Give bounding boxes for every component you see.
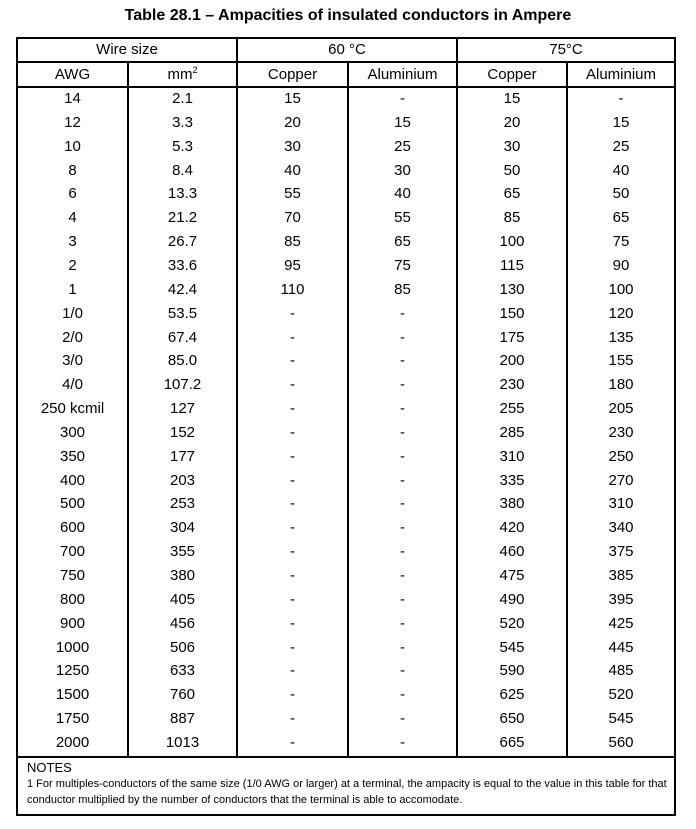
header-awg: AWG (54, 66, 91, 83)
cell-awg: 2/0 (62, 328, 83, 346)
cell-aluminium-75: 485 (608, 662, 634, 680)
cell-copper-60: - (290, 495, 295, 513)
cell-awg: 3 (68, 233, 77, 251)
cell-copper-75: 335 (499, 471, 525, 489)
cell-copper-75: 590 (499, 662, 525, 680)
cell-aluminium-75: 50 (612, 185, 630, 203)
cell-copper-75: 460 (499, 543, 525, 561)
header-divider (16, 61, 676, 63)
cell-copper-60: - (290, 519, 295, 537)
column-divider (566, 61, 568, 758)
cell-mm2: 203 (169, 471, 196, 489)
cell-aluminium-60: 25 (394, 137, 411, 155)
cell-mm2: 21.2 (167, 209, 198, 227)
cell-aluminium-75: 230 (608, 423, 634, 441)
cell-awg: 2 (68, 256, 77, 274)
cell-copper-75: 475 (499, 567, 525, 584)
cell-copper-60: - (290, 423, 295, 441)
cell-aluminium-75: 40 (612, 161, 630, 179)
cell-awg: 1500 (55, 686, 90, 704)
cell-awg: 250 kcmil (40, 400, 105, 418)
cell-aluminium-75: 75 (612, 233, 630, 251)
cell-aluminium-60: - (400, 400, 405, 418)
cell-aluminium-75: 90 (612, 256, 630, 274)
cell-copper-75: 380 (499, 495, 525, 513)
cell-aluminium-60: - (400, 90, 405, 107)
cell-mm2: 304 (169, 519, 196, 537)
cell-aluminium-75: 100 (608, 280, 634, 298)
header-copper-60: Copper (267, 66, 318, 83)
cell-mm2: 8.4 (172, 161, 193, 179)
cell-aluminium-60: 30 (394, 161, 411, 179)
cell-aluminium-60: - (400, 328, 405, 346)
cell-aluminium-75: 155 (608, 352, 634, 370)
cell-copper-75: 65 (503, 185, 521, 203)
cell-awg: 3/0 (62, 352, 83, 370)
cell-mm2: 506 (169, 638, 196, 656)
cell-copper-60: - (290, 638, 295, 656)
cell-copper-75: 490 (499, 590, 525, 608)
cell-copper-75: 100 (499, 233, 525, 251)
cell-mm2: 127 (169, 400, 196, 418)
cell-mm2: 5.3 (172, 137, 193, 155)
column-divider (127, 61, 129, 758)
cell-aluminium-75: 560 (608, 733, 634, 751)
cell-mm2: 3.3 (172, 113, 193, 131)
cell-aluminium-60: - (400, 352, 405, 370)
cell-copper-75: 130 (499, 280, 525, 298)
cell-aluminium-75: 520 (608, 686, 634, 704)
cell-aluminium-75: 15 (612, 113, 630, 131)
table-bottom-rule (16, 756, 676, 758)
cell-mm2: 13.3 (167, 185, 198, 203)
cell-aluminium-75: 445 (608, 638, 634, 656)
cell-mm2: 380 (169, 567, 196, 584)
cell-mm2: 633 (169, 662, 196, 680)
cell-copper-75: 420 (499, 519, 525, 537)
cell-copper-60: - (290, 710, 295, 728)
cell-copper-60: - (290, 304, 295, 322)
cell-awg: 12 (64, 113, 81, 131)
cell-copper-75: 30 (503, 137, 521, 155)
cell-copper-75: 625 (499, 686, 525, 704)
header-mm2 (129, 65, 236, 85)
cell-mm2: 85.0 (167, 352, 198, 370)
cell-copper-60: - (290, 352, 295, 370)
cell-awg: 350 (59, 447, 86, 465)
cell-mm2: 107.2 (163, 376, 202, 394)
cell-copper-60: - (290, 543, 295, 561)
cell-awg: 750 (59, 567, 86, 584)
cell-awg: 6 (68, 185, 77, 203)
cell-aluminium-60: - (400, 567, 405, 584)
cell-aluminium-60: - (400, 423, 405, 441)
cell-awg: 700 (59, 543, 86, 561)
cell-mm2: 152 (169, 423, 196, 441)
cell-awg: 500 (59, 495, 86, 513)
cell-aluminium-60: - (400, 495, 405, 513)
cell-awg: 1/0 (62, 304, 83, 322)
header-mm-label: mm (167, 66, 193, 83)
cell-aluminium-75: 270 (608, 471, 634, 489)
cell-copper-60: 15 (284, 90, 301, 107)
cell-copper-75: 650 (499, 710, 525, 728)
table-title: Table 28.1 – Ampacities of insulated conductors in Ampere (124, 7, 572, 24)
cell-aluminium-75: 205 (608, 400, 634, 418)
header-bottom-rule (16, 86, 676, 88)
cell-aluminium-60: - (400, 733, 405, 751)
cell-aluminium-75: - (618, 90, 624, 107)
cell-aluminium-60: - (400, 590, 405, 608)
cell-awg: 4/0 (62, 376, 83, 394)
column-divider (456, 37, 458, 758)
cell-copper-75: 175 (499, 328, 525, 346)
cell-copper-60: 40 (284, 161, 301, 179)
header-copper-75: Copper (487, 66, 537, 83)
cell-mm2: 253 (169, 495, 196, 513)
cell-copper-60: - (290, 328, 295, 346)
cell-aluminium-60: - (400, 304, 405, 322)
cell-mm2: 456 (169, 614, 196, 632)
cell-mm2: 760 (169, 686, 196, 704)
cell-aluminium-60: 65 (394, 233, 411, 251)
cell-awg: 400 (59, 471, 86, 489)
cell-copper-75: 85 (503, 209, 521, 227)
cell-copper-60: 55 (284, 185, 301, 203)
cell-aluminium-60: - (400, 447, 405, 465)
cell-copper-60: 85 (284, 233, 301, 251)
cell-copper-75: 200 (499, 352, 525, 370)
cell-mm2: 33.6 (167, 256, 198, 274)
cell-copper-60: - (290, 400, 295, 418)
cell-copper-75: 15 (503, 90, 521, 107)
notes-heading: NOTES (27, 760, 72, 775)
cell-copper-60: - (290, 447, 295, 465)
cell-awg: 1000 (55, 638, 90, 656)
header-75c: 75°C (549, 41, 583, 58)
cell-aluminium-60: 55 (394, 209, 411, 227)
cell-mm2: 1013 (165, 733, 200, 751)
cell-aluminium-60: - (400, 376, 405, 394)
cell-aluminium-60: - (400, 686, 405, 704)
header-aluminium-75: Aluminium (585, 66, 657, 83)
cell-awg: 900 (59, 614, 86, 632)
cell-awg: 300 (59, 423, 86, 441)
cell-awg: 800 (59, 590, 86, 608)
cell-aluminium-75: 180 (608, 376, 634, 394)
cell-awg: 8 (68, 161, 77, 179)
cell-awg: 1750 (55, 710, 90, 728)
cell-awg: 1250 (55, 662, 90, 680)
cell-copper-75: 255 (499, 400, 525, 418)
cell-copper-60: 70 (284, 209, 301, 227)
cell-copper-60: - (290, 567, 295, 584)
cell-aluminium-60: - (400, 543, 405, 561)
cell-aluminium-60: - (400, 662, 405, 680)
cell-mm2: 67.4 (167, 328, 198, 346)
cell-mm2: 53.5 (167, 304, 198, 322)
cell-copper-60: - (290, 471, 295, 489)
cell-aluminium-60: 75 (394, 256, 411, 274)
cell-aluminium-75: 135 (608, 328, 634, 346)
cell-copper-75: 310 (499, 447, 525, 465)
cell-aluminium-75: 545 (608, 710, 634, 728)
cell-aluminium-75: 25 (612, 137, 630, 155)
cell-copper-75: 150 (499, 304, 525, 322)
cell-aluminium-75: 120 (608, 304, 634, 322)
cell-copper-60: - (290, 614, 295, 632)
cell-copper-60: 110 (280, 280, 305, 298)
cell-copper-60: - (290, 662, 295, 680)
cell-mm2: 405 (169, 590, 196, 608)
cell-aluminium-75: 375 (608, 543, 634, 561)
cell-awg: 600 (59, 519, 86, 537)
cell-mm2: 26.7 (167, 233, 198, 251)
cell-awg: 10 (64, 137, 81, 155)
cell-awg: 4 (68, 209, 77, 227)
cell-awg: 14 (64, 90, 81, 107)
header-mm-superscript: 2 (192, 65, 198, 75)
cell-awg: 1 (68, 280, 77, 298)
cell-copper-60: - (290, 590, 295, 608)
cell-aluminium-75: 340 (608, 519, 634, 537)
cell-aluminium-75: 250 (608, 447, 634, 465)
cell-mm2: 177 (169, 447, 196, 465)
cell-mm2: 355 (169, 543, 196, 561)
cell-aluminium-75: 425 (608, 614, 634, 632)
cell-copper-75: 115 (500, 256, 524, 274)
cell-aluminium-60: - (400, 471, 405, 489)
cell-copper-75: 520 (499, 614, 525, 632)
cell-copper-60: 20 (284, 113, 301, 131)
cell-aluminium-60: 15 (394, 113, 411, 131)
cell-aluminium-75: 65 (612, 209, 630, 227)
cell-copper-60: 30 (284, 137, 301, 155)
notes-section (27, 760, 667, 808)
cell-mm2: 42.4 (167, 280, 198, 298)
cell-copper-75: 20 (503, 113, 521, 131)
header-wire-size: Wire size (96, 41, 158, 58)
cell-aluminium-60: - (400, 614, 405, 632)
cell-copper-75: 665 (499, 733, 525, 751)
cell-copper-60: - (290, 376, 295, 394)
cell-awg: 2000 (55, 733, 90, 751)
cell-copper-75: 285 (499, 423, 525, 441)
cell-aluminium-75: 385 (608, 567, 634, 584)
cell-copper-60: 95 (284, 256, 301, 274)
cell-aluminium-75: 395 (608, 590, 634, 608)
cell-aluminium-60: - (400, 710, 405, 728)
cell-copper-60: - (290, 733, 295, 751)
header-aluminium-60: Aluminium (367, 66, 438, 83)
cell-copper-75: 230 (499, 376, 525, 394)
column-divider (347, 61, 349, 758)
cell-copper-60: - (290, 686, 295, 704)
header-60c: 60 °C (328, 41, 366, 58)
cell-copper-75: 545 (499, 638, 525, 656)
column-divider (236, 37, 238, 758)
cell-aluminium-60: - (400, 519, 405, 537)
cell-copper-75: 50 (503, 161, 521, 179)
cell-aluminium-75: 310 (608, 495, 634, 513)
cell-mm2: 887 (169, 710, 196, 728)
notes-text: 1 For multiples-conductors of the same size (1/0 AWG or larger) at a terminal, the ampacity is equal to the value in this table for that conductor multiplied by the number of conductors that the terminal is able to accomodate. (27, 778, 667, 806)
cell-aluminium-60: - (400, 638, 405, 656)
cell-aluminium-60: 40 (394, 185, 411, 203)
cell-aluminium-60: 85 (394, 280, 411, 298)
cell-mm2: 2.1 (172, 90, 193, 107)
